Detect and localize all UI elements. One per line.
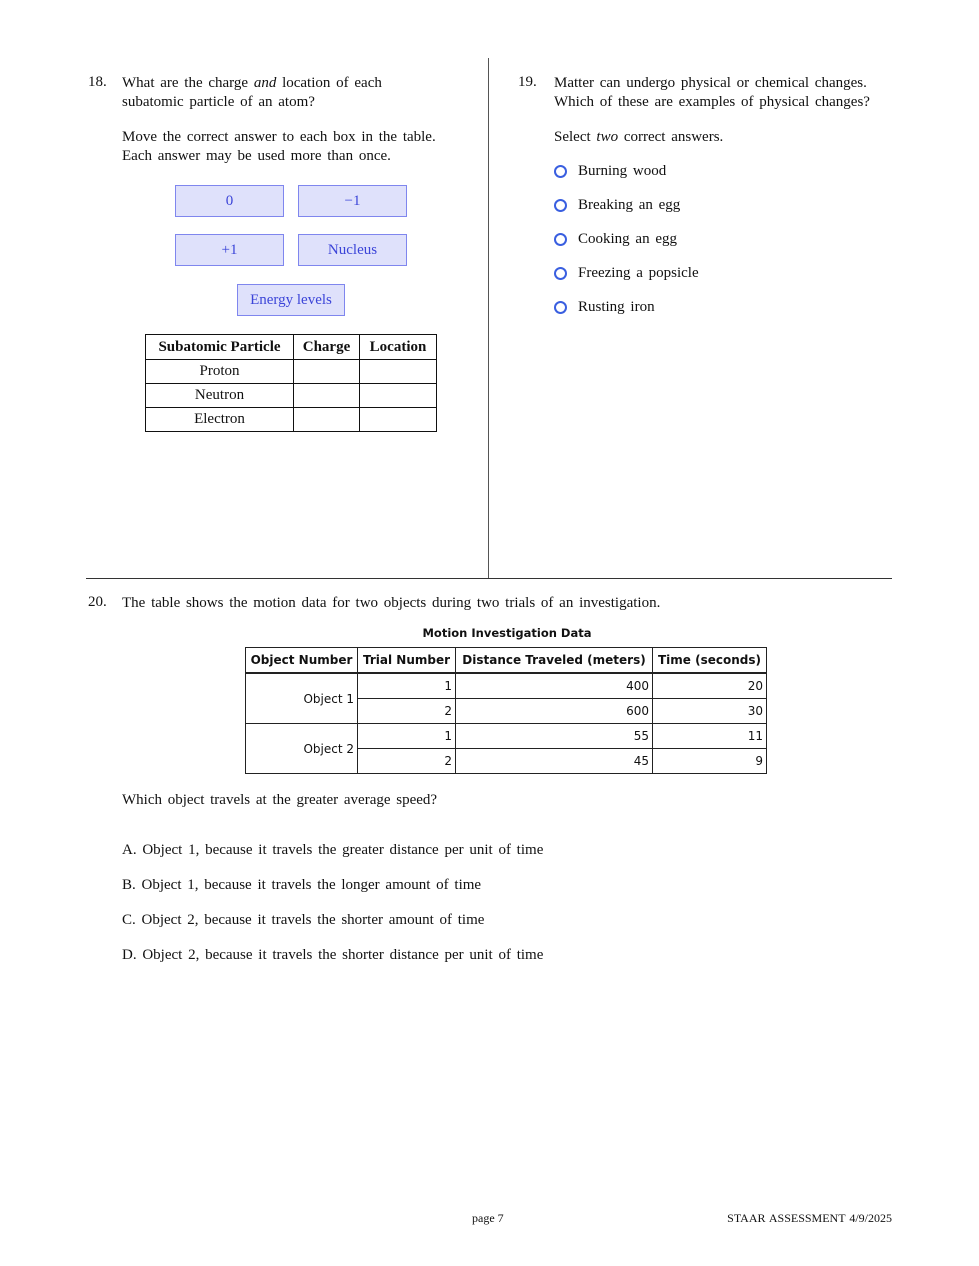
header-subatomic-particle: Subatomic Particle [146, 335, 294, 360]
answer-choice-c[interactable]: C. Object 2, because it travels the shorter amount of time [122, 912, 485, 928]
header-location: Location [360, 335, 437, 360]
answer-choice-d[interactable]: D. Object 2, because it travels the shorter distance per unit of time [122, 947, 544, 963]
radio-icon[interactable] [554, 199, 567, 212]
header-charge: Charge [294, 335, 360, 360]
proton-location-dropzone[interactable] [360, 360, 437, 384]
distance-cell: 55 [456, 724, 653, 749]
q18-question-emphasis: and [253, 75, 277, 91]
time-cell: 30 [653, 699, 767, 724]
radio-icon[interactable] [554, 233, 567, 246]
table-row [246, 724, 767, 749]
table-row [246, 673, 767, 699]
time-cell: 20 [653, 673, 767, 699]
option-cooking-egg[interactable] [554, 231, 677, 248]
header-trial-number: Trial Number [358, 648, 456, 674]
answer-tile-negative-one[interactable]: −1 [298, 185, 407, 217]
option-rusting-iron[interactable] [554, 299, 655, 316]
option-burning-wood[interactable] [554, 163, 666, 180]
neutron-charge-dropzone[interactable] [294, 384, 360, 408]
particle-electron: Electron [146, 408, 294, 432]
header-distance: Distance Traveled (meters) [456, 648, 653, 674]
radio-icon[interactable] [554, 301, 567, 314]
column-divider [488, 58, 489, 578]
q18-instructions [122, 128, 467, 166]
q20-prompt: Which object travels at the greater average speed? [122, 792, 438, 808]
header-object-number: Object Number [246, 648, 358, 674]
table-row [146, 408, 437, 432]
q18-question [122, 74, 462, 112]
assessment-label: STAAR ASSESSMENT 4/9/2025 [727, 1211, 892, 1225]
header-time: Time (seconds) [653, 648, 767, 674]
table-row [146, 360, 437, 384]
option-freezing-popsicle[interactable] [554, 265, 699, 282]
answer-choice-a[interactable]: A. Object 1, because it travels the greater distance per unit of time [122, 842, 544, 858]
trial-cell: 2 [358, 749, 456, 774]
q18-instruction-line1: Move the correct answer to each box in the table. [122, 129, 436, 145]
distance-cell: 400 [456, 673, 653, 699]
q18-number: 18. [88, 74, 107, 90]
q19-question [554, 74, 894, 112]
q19-select-instruction [554, 128, 723, 147]
electron-charge-dropzone[interactable] [294, 408, 360, 432]
section-divider [86, 578, 892, 579]
time-cell: 11 [653, 724, 767, 749]
object-cell: Object 1 [246, 673, 358, 724]
motion-data-table [245, 647, 767, 774]
answer-choice-b[interactable]: B. Object 1, because it travels the longer amount of time [122, 877, 482, 893]
q18-question-line1-pre: What are the charge [122, 75, 254, 91]
neutron-location-dropzone[interactable] [360, 384, 437, 408]
object-cell: Object 2 [246, 724, 358, 774]
trial-cell: 2 [358, 699, 456, 724]
q18-question-line2: subatomic particle of an atom? [122, 94, 315, 110]
page-number: page 7 [472, 1211, 504, 1225]
answer-tile-nucleus[interactable]: Nucleus [298, 234, 407, 266]
q19-select-emphasis: two [596, 129, 619, 145]
particle-proton: Proton [146, 360, 294, 384]
time-cell: 9 [653, 749, 767, 774]
option-breaking-egg[interactable] [554, 197, 680, 214]
answer-tile-zero[interactable]: 0 [175, 185, 284, 217]
q20-number: 20. [88, 594, 107, 610]
electron-location-dropzone[interactable] [360, 408, 437, 432]
radio-icon[interactable] [554, 267, 567, 280]
proton-charge-dropzone[interactable] [294, 360, 360, 384]
q18-instruction-line2: Each answer may be used more than once. [122, 148, 391, 164]
distance-cell: 600 [456, 699, 653, 724]
table-header-row [146, 335, 437, 360]
radio-icon[interactable] [554, 165, 567, 178]
q19-select-pre: Select [554, 129, 597, 145]
trial-cell: 1 [358, 673, 456, 699]
answer-tile-positive-one[interactable]: +1 [175, 234, 284, 266]
q19-select-post: correct answers. [618, 129, 724, 145]
trial-cell: 1 [358, 724, 456, 749]
q19-question-line1: Matter can undergo physical or chemical changes. [554, 75, 867, 91]
subatomic-particle-table [145, 334, 437, 432]
option-label: Burning wood [578, 163, 667, 179]
answer-tile-energy-levels[interactable]: Energy levels [237, 284, 345, 316]
particle-neutron: Neutron [146, 384, 294, 408]
option-label: Rusting iron [578, 299, 655, 315]
q19-question-line2: Which of these are examples of physical changes? [554, 94, 870, 110]
option-label: Cooking an egg [578, 231, 677, 247]
table-header-row [246, 648, 767, 674]
option-label: Breaking an egg [578, 197, 681, 213]
q18-question-line1-post: location of each [276, 75, 382, 91]
option-label: Freezing a popsicle [578, 265, 699, 281]
distance-cell: 45 [456, 749, 653, 774]
q19-number: 19. [518, 74, 537, 90]
table-row [146, 384, 437, 408]
motion-table-title: Motion Investigation Data [422, 626, 592, 640]
q20-question: The table shows the motion data for two objects during two trials of an investigation. [122, 595, 661, 611]
